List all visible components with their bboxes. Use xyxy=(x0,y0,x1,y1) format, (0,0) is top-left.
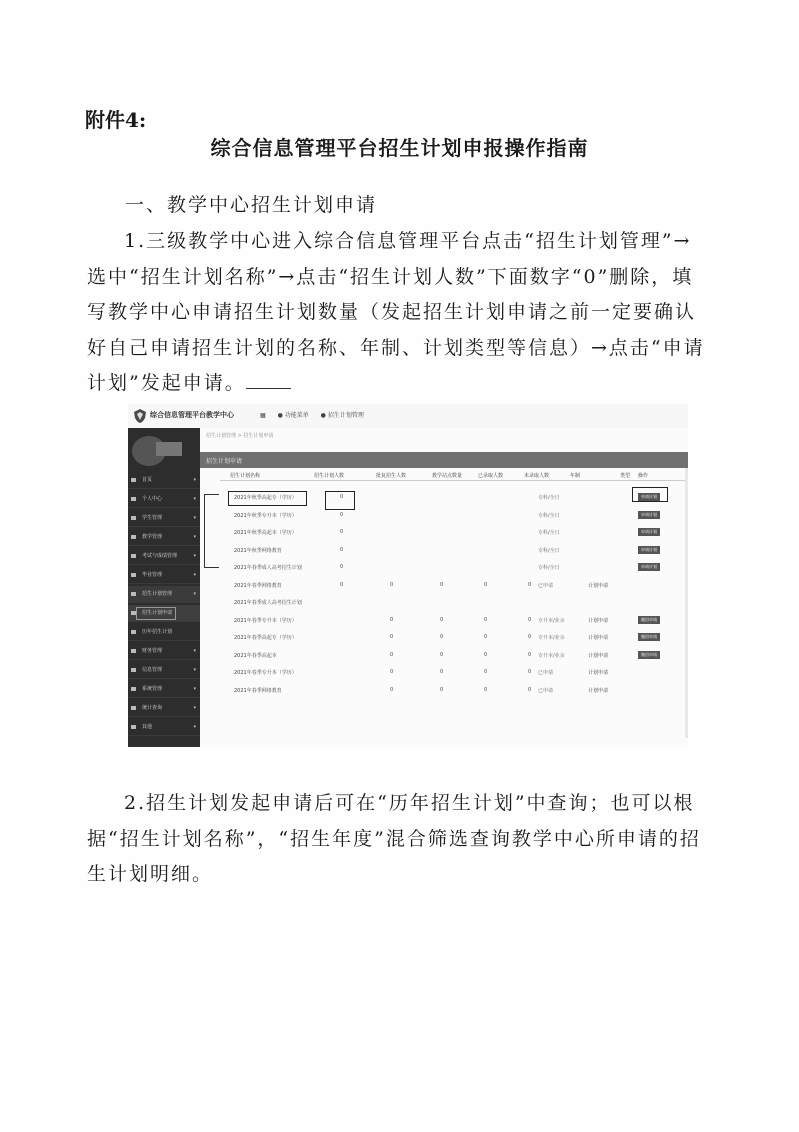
table-cell: 专科/全日 xyxy=(538,565,560,571)
table-cell: 0 xyxy=(340,529,344,535)
table-cell: 计划申请 xyxy=(588,582,609,589)
sidebar-item-label: 考试与成绩管理 xyxy=(142,553,178,559)
row-action-button[interactable]: 申请计划 xyxy=(638,493,660,501)
sidebar-item[interactable] xyxy=(128,719,200,736)
table-cell: 2021年春季高起本 xyxy=(234,652,277,659)
highlight-plan-name xyxy=(228,491,307,506)
sidebar-item[interactable] xyxy=(128,510,200,527)
sidebar-item-label: 招生计划管理 xyxy=(142,591,173,597)
chevron-down-icon: ▾ xyxy=(193,705,196,711)
sidebar-item-label: 统计查询 xyxy=(142,705,163,711)
table-cell: 0 xyxy=(528,686,532,693)
menu-icon xyxy=(131,516,136,520)
attachment-label: 附件4: xyxy=(85,108,147,132)
sidebar-item[interactable] xyxy=(128,605,200,622)
column-header: 年制 xyxy=(570,473,581,479)
table-cell: 0 xyxy=(390,686,394,693)
row-action-button[interactable]: 撤回申请 xyxy=(638,633,660,641)
menu-icon xyxy=(131,478,136,482)
table-cell: 0 xyxy=(440,634,444,640)
table-cell: 0 xyxy=(390,634,394,640)
table-cell: 0 xyxy=(528,616,532,623)
row-action-button[interactable]: 申请计划 xyxy=(638,528,660,536)
sidebar-item-label: 个人中心 xyxy=(142,496,163,502)
chevron-down-icon: ▾ xyxy=(193,515,196,521)
table-cell: 0 xyxy=(484,616,488,623)
table-cell: 计划申请 xyxy=(588,687,609,694)
sidebar-item[interactable] xyxy=(128,472,200,489)
column-header: 未录取人数 xyxy=(524,473,550,479)
column-header: 已录取人数 xyxy=(478,473,504,479)
menu-icon xyxy=(131,687,136,691)
chevron-down-icon: ▾ xyxy=(193,496,196,502)
table-cell: 0 xyxy=(440,669,444,675)
sidebar-item[interactable] xyxy=(128,700,200,717)
table-cell: 0 xyxy=(528,669,532,675)
top-nav xyxy=(202,410,374,419)
paragraph-2: 2.招生计划发起申请后可在“历年招生计划”中查询；也可以根据“招生计划名称”，“招生年度”混合筛选查询教学中心所申请的招生计划明细。 xyxy=(87,792,701,885)
sidebar-item-label: 招生计划申请 xyxy=(142,610,173,616)
table-cell: 2021年春季网络教育 xyxy=(234,687,282,694)
row-action-button[interactable]: 申请计划 xyxy=(638,563,660,571)
table-cell: 专升本/业余 xyxy=(538,652,565,659)
menu-icon xyxy=(131,497,136,501)
sidebar-item-label: 毕业管理 xyxy=(142,572,163,578)
table-cell: 0 xyxy=(484,686,488,693)
table-cell: 计划申请 xyxy=(588,670,609,676)
table-cell: 专升本/业余 xyxy=(538,617,565,624)
chevron-down-icon: ▾ xyxy=(193,724,196,730)
document-title: 综合信息管理平台招生计划申报操作指南 xyxy=(210,136,589,160)
column-header: 招生计划名称 xyxy=(230,473,261,479)
menu-icon xyxy=(131,592,136,596)
table-cell: 0 xyxy=(340,564,344,570)
menu-icon xyxy=(131,668,136,672)
screenshot-topbar xyxy=(128,404,688,428)
table-cell: 计划申请 xyxy=(588,652,609,659)
breadcrumb: 招生计划管理 > 招生计划申请 xyxy=(206,433,274,439)
annotation-bracket xyxy=(204,494,219,568)
username-redacted xyxy=(156,442,182,456)
table-cell: 计划申请 xyxy=(588,635,609,641)
grid-icon[interactable]: ▦ xyxy=(260,412,266,419)
table-cell: 2021年春季成人高考招生计划 xyxy=(234,600,302,606)
sidebar-item[interactable] xyxy=(128,662,200,679)
chevron-down-icon: ▾ xyxy=(193,591,196,597)
menu-icon xyxy=(131,706,136,710)
sidebar-item[interactable] xyxy=(128,529,200,546)
table-cell: 2021年秋季高起本（学历） xyxy=(234,530,297,536)
table-cell: 2021年秋季网络教育 xyxy=(234,547,282,554)
chevron-down-icon: ▾ xyxy=(193,686,196,692)
table-cell: 0 xyxy=(440,581,444,588)
table-cell: 0 xyxy=(484,634,488,640)
header-divider xyxy=(220,480,686,481)
table-cell: 2021年春季专升本（学历） xyxy=(234,670,297,676)
table-cell: 0 xyxy=(484,581,488,588)
chevron-down-icon: ▾ xyxy=(193,648,196,654)
sidebar xyxy=(128,428,200,747)
menu-icon xyxy=(131,535,136,539)
table-cell: 0 xyxy=(390,669,394,675)
table-cell: 0 xyxy=(484,651,488,658)
column-header: 操作 xyxy=(638,473,649,479)
sidebar-item-label: 其他 xyxy=(142,724,153,730)
paragraph-1 xyxy=(87,224,709,402)
table-cell: 0 xyxy=(340,581,344,588)
table-cell: 已申请 xyxy=(538,670,554,676)
row-action-button[interactable]: 申请计划 xyxy=(638,546,660,554)
sidebar-item-label: 学生管理 xyxy=(142,515,163,521)
embedded-screenshot xyxy=(128,404,688,747)
sidebar-item-label: 信息管理 xyxy=(142,667,163,673)
section-heading: 一、教学中心招生计划申请 xyxy=(125,194,378,216)
sidebar-item[interactable] xyxy=(128,548,200,565)
table-cell: 计划申请 xyxy=(588,617,609,624)
paragraph-1-text: 1.三级教学中心进入综合信息管理平台点击“招生计划管理”→选中“招生计划名称”→点击“招生计划人数”下面数字“0”删除，填写教学中心申请招生计划数量（发起招生计划申请之前一定要确认好自己申请招生计划的名称、年制、计划类型等信息）→点击“申请计划”发起申请。 xyxy=(87,230,705,394)
menu-icon xyxy=(131,649,136,653)
sidebar-item[interactable] xyxy=(128,567,200,584)
column-header: 类型 xyxy=(620,473,631,479)
menu-icon xyxy=(131,554,136,558)
sidebar-item[interactable] xyxy=(128,643,200,660)
sidebar-item-label: 首页 xyxy=(142,477,153,483)
table-cell: 专升本/业余 xyxy=(538,635,565,641)
table-cell: 0 xyxy=(528,634,532,640)
chevron-down-icon: ▾ xyxy=(193,477,196,483)
table-cell: 0 xyxy=(440,616,444,623)
row-action-button[interactable]: 撤回申请 xyxy=(638,651,660,659)
system-name: 综合信息管理平台教学中心 xyxy=(150,411,234,419)
table-cell: 专科/全日 xyxy=(538,530,560,536)
chevron-down-icon: ▾ xyxy=(193,553,196,559)
panel-title: 招生计划申请 xyxy=(206,458,243,465)
chevron-down-icon: ▾ xyxy=(193,667,196,673)
table-cell: 已申请 xyxy=(538,582,554,589)
table-cell: 0 xyxy=(440,686,444,693)
column-header: 教学站点数量 xyxy=(432,473,463,479)
sidebar-item[interactable] xyxy=(128,624,200,641)
sidebar-item[interactable] xyxy=(128,681,200,698)
table-cell: 2021年春季专升本（学历） xyxy=(234,617,297,624)
table-cell: 0 xyxy=(390,616,394,623)
sidebar-item[interactable] xyxy=(128,586,200,603)
highlight-plan-count xyxy=(325,491,355,510)
shield-logo-icon xyxy=(132,408,148,424)
table-cell: 2021年秋季专升本（学历） xyxy=(234,512,297,519)
table-cell: 0 xyxy=(340,494,344,500)
sidebar-item[interactable] xyxy=(128,491,200,508)
column-header: 招生计划人数 xyxy=(314,473,345,479)
blank-underline xyxy=(246,387,291,389)
table-cell: 专科/全日 xyxy=(538,547,560,554)
highlight-apply-button xyxy=(632,487,668,502)
sidebar-item-label: 历年招生计划 xyxy=(142,629,173,635)
panel-header xyxy=(200,452,688,468)
chevron-down-icon: ▾ xyxy=(193,534,196,540)
chevron-down-icon: ▾ xyxy=(193,572,196,578)
menu-icon xyxy=(131,725,136,729)
table-cell: 专科/全日 xyxy=(538,495,560,501)
table-cell: 0 xyxy=(390,581,394,588)
table-cell: 0 xyxy=(440,651,444,658)
sidebar-item-label: 财务管理 xyxy=(142,648,163,654)
table-cell: 2021年春季成人高考招生计划 xyxy=(234,565,302,571)
column-header: 批复招生人数 xyxy=(376,473,407,479)
menu-icon xyxy=(131,611,136,615)
table-cell: 0 xyxy=(340,546,344,553)
table-cell: 2021年秋季高起专（学历） xyxy=(234,495,297,501)
top-nav-item[interactable]: ● 招生计划管理 xyxy=(320,412,364,419)
sidebar-item-label: 系统管理 xyxy=(142,686,163,692)
menu-icon xyxy=(131,573,136,577)
top-nav-item[interactable]: ● 功能菜单 xyxy=(277,412,309,419)
table-cell: 2021年春季网络教育 xyxy=(234,582,282,589)
row-action-button[interactable]: 撤回申请 xyxy=(638,616,660,624)
table-cell: 已申请 xyxy=(538,687,554,694)
table-cell: 0 xyxy=(390,651,394,658)
scrollbar[interactable] xyxy=(685,468,688,738)
table-cell: 0 xyxy=(528,581,532,588)
table-cell: 0 xyxy=(528,651,532,658)
menu-icon xyxy=(131,630,136,634)
sidebar-item-label: 教学管理 xyxy=(142,534,163,540)
table-cell: 0 xyxy=(484,669,488,675)
table-cell: 专科/全日 xyxy=(538,512,560,519)
table-cell: 0 xyxy=(340,511,344,518)
table-cell: 2021年春季高起专（学历） xyxy=(234,635,297,641)
row-action-button[interactable]: 申请计划 xyxy=(638,511,660,519)
